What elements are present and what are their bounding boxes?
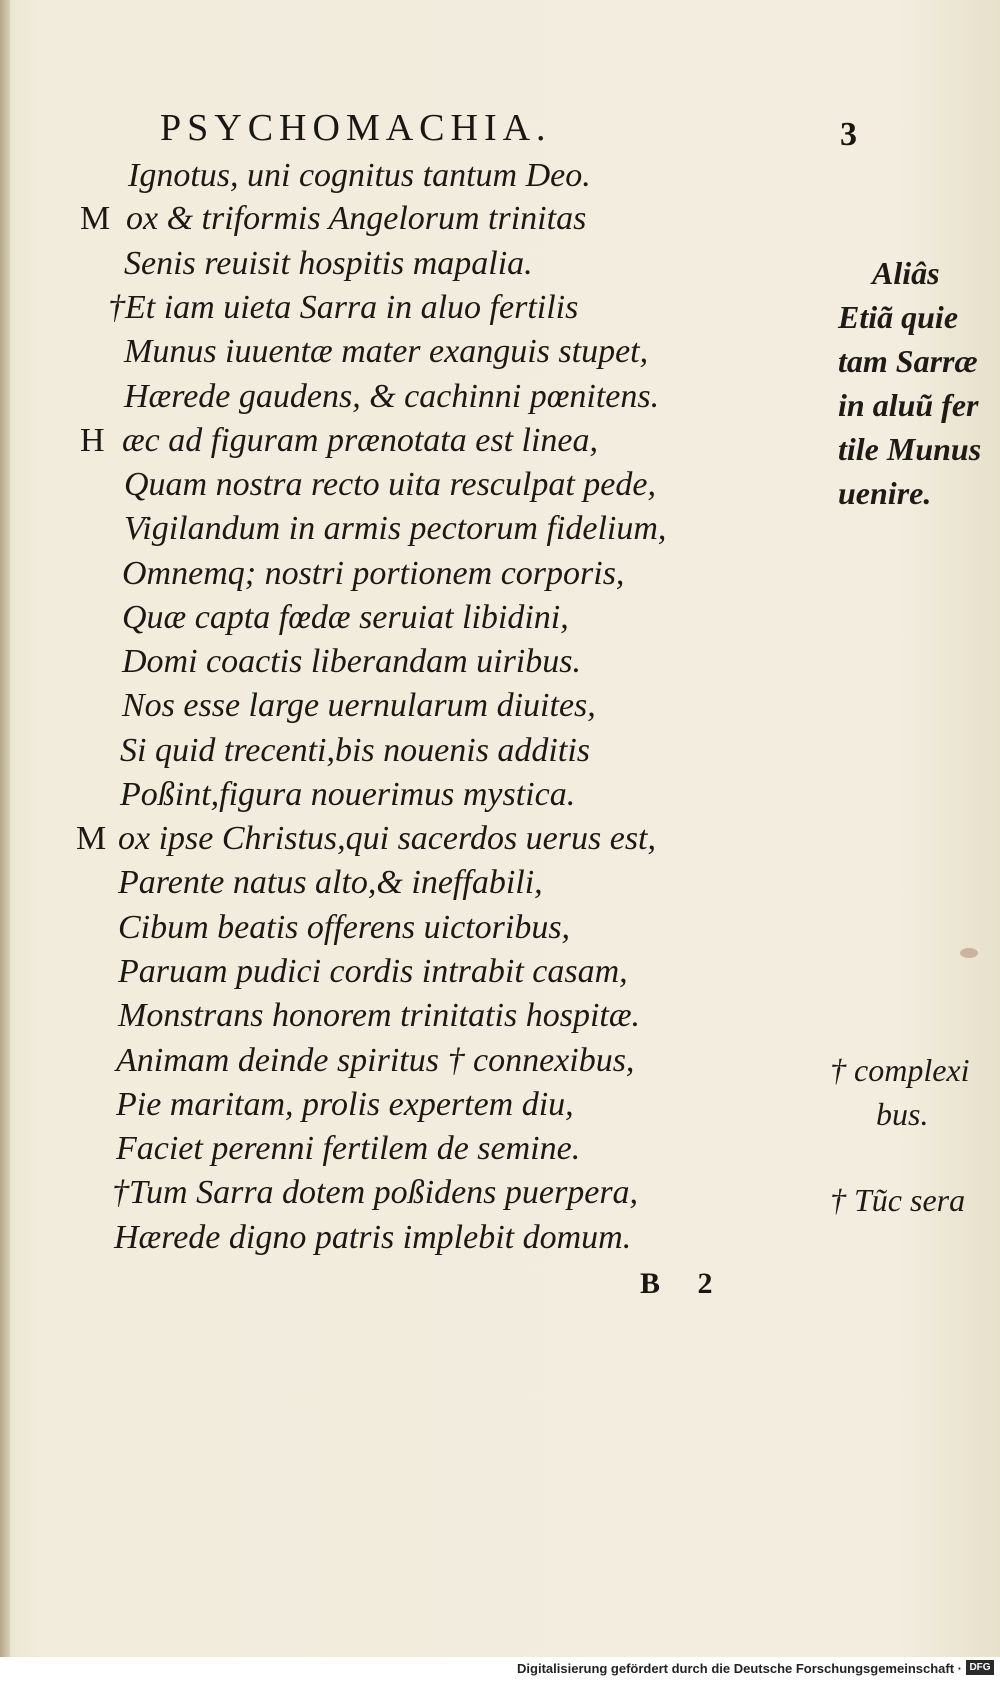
verse-line: Quæ capta fœdæ seruiat libidini, [122, 599, 569, 636]
verse-line: Pie maritam, prolis expertem diu, [116, 1086, 574, 1123]
signature-mark: B 2 [640, 1267, 713, 1300]
folio-number: 3 [840, 116, 857, 153]
verse-line: ox ipse Christus,qui sacerdos uerus est, [118, 820, 657, 857]
initial-letter: M [80, 200, 111, 237]
verse-line: Faciet perenni fertilem de semine. [116, 1130, 581, 1167]
marginal-note-line: bus. [876, 1096, 929, 1132]
paper-stain [960, 948, 978, 958]
verse-line: Hærede gaudens, & cachinni pœnitens. [124, 378, 660, 415]
running-head: PSYCHOMACHIA. [160, 107, 552, 149]
verse-line: Cibum beatis offerens uictoribus, [118, 909, 571, 946]
page-edge [0, 0, 10, 1681]
dfg-logo-icon: DFG [966, 1660, 994, 1675]
verse-line: †Et iam uieta Sarra in aluo fertilis [108, 289, 579, 326]
verse-line: Paruam pudici cordis intrabit casam, [118, 953, 628, 990]
funding-credit: Digitalisierung gefördert durch die Deutsche Forschungsgemeinschaft · [517, 1661, 962, 1676]
verse-line: Ignotus, uni cognitus tantum Deo. [128, 157, 591, 194]
marginal-note-line: tam Sarræ [838, 343, 978, 379]
verse-line: Vigilandum in armis pectorum fidelium, [124, 510, 667, 547]
marginal-note-line: † Tũc sera [830, 1182, 966, 1218]
verse-line: Quam nostra recto uita resculpat pede, [124, 466, 656, 503]
verse-line: Hærede digno patris implebit domum. [114, 1219, 632, 1256]
verse-line: Animam deinde spiritus † connexibus, [116, 1042, 635, 1079]
marginal-note-line: Aliâs [872, 255, 940, 291]
initial-letter: H [80, 422, 105, 459]
verse-line: Domi coactis liberandam uiribus. [122, 643, 581, 680]
initial-letter: M [76, 820, 107, 857]
verse-line: Monstrans honorem trinitatis hospitæ. [118, 997, 641, 1034]
verse-line: Nos esse large uernularum diuites, [122, 687, 596, 724]
verse-line: Poßint,figura nouerimus mystica. [120, 776, 576, 813]
verse-line: †Tum Sarra dotem poßidens puerpera, [112, 1174, 639, 1211]
marginal-note-line: † complexi [830, 1052, 970, 1088]
verse-line: ox & triformis Angelorum trinitas [126, 200, 587, 237]
verse-line: Omnemq; nostri portionem corporis, [122, 555, 625, 592]
verse-line: Parente natus alto,& ineffabili, [118, 864, 543, 901]
verse-line: æc ad figuram prænotata est linea, [122, 422, 598, 459]
marginal-note-line: Etiã quie [838, 299, 959, 335]
marginal-note-line: uenire. [838, 475, 932, 511]
verse-line: Munus iuuentæ mater exanguis stupet, [124, 333, 649, 370]
verse-line: Senis reuisit hospitis mapalia. [124, 245, 533, 282]
verse-line: Si quid trecenti,bis nouenis additis [120, 732, 590, 769]
marginal-note-line: tile Munus [838, 431, 982, 467]
marginal-note-line: in aluũ fer [838, 387, 979, 423]
